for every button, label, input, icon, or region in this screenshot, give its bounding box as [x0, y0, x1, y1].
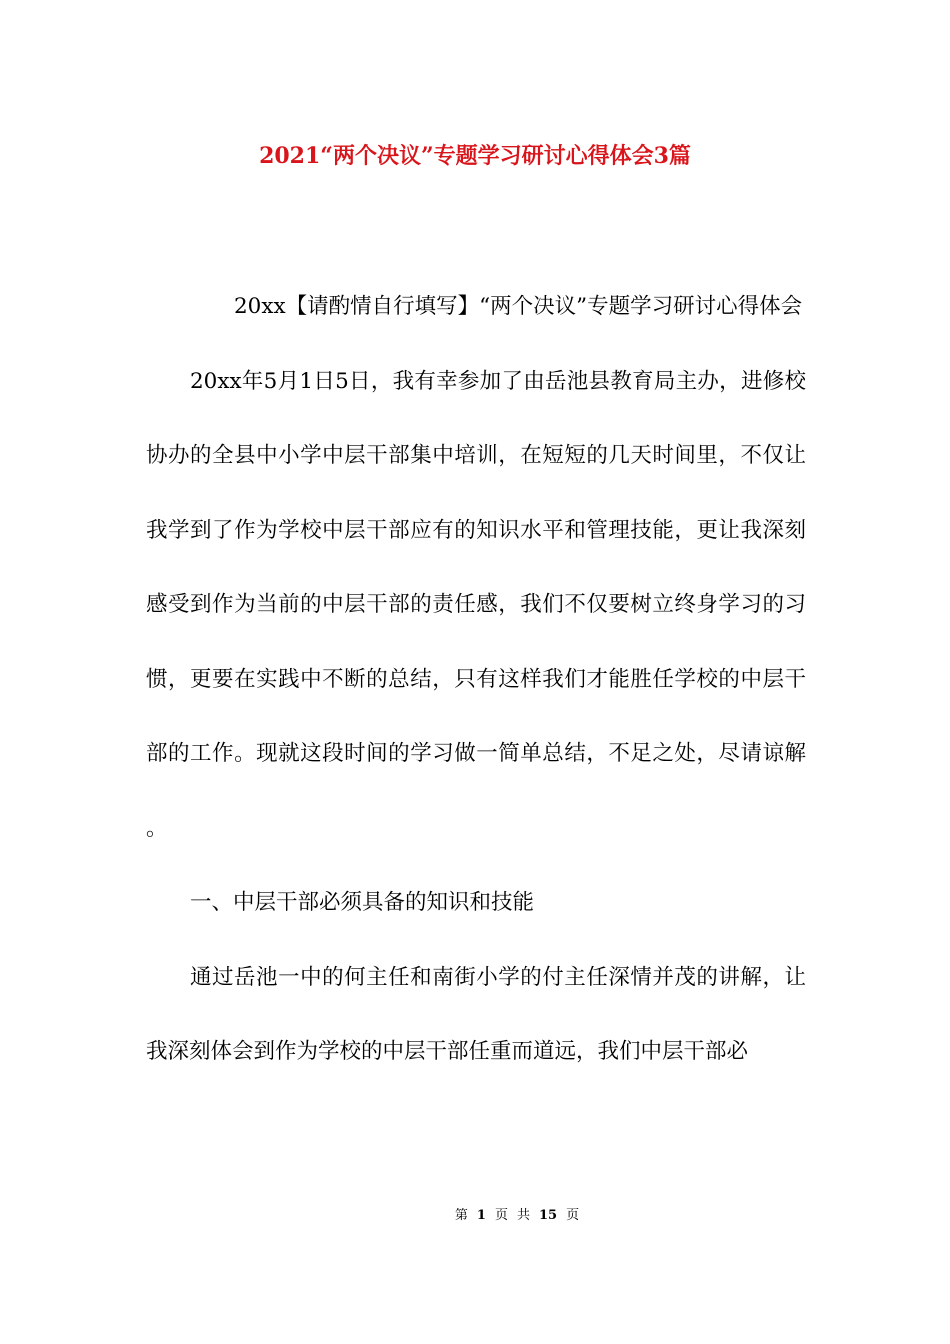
page-footer — [0, 1206, 950, 1226]
footer-page-middle-a: 页 — [494, 1208, 508, 1223]
footer-page-suffix: 页 — [566, 1208, 580, 1223]
footer-page-prefix: 第 — [454, 1208, 468, 1223]
document-title: 2021“两个决议”专题学习研讨心得体会3篇 — [259, 143, 691, 169]
footer-page-middle-b: 共 — [516, 1208, 530, 1223]
paragraph-intro: 20xx年5月1日5日，我有幸参加了由岳池县教育局主办，进修校协办的全县中小学中层干部集中培训，在短短的几天时间里，不仅让我学到了作为学校中层干部应有的知识水平和管理技能，更让我深刻感受到作为当前的中层干部的责任感，我们不仅要树立终身学习的习惯，更要在实践中不断的总结，只有这样我们才能胜任学校的中层干部的工作。现就这段时间的学习做一简单总结，不足之处，尽请谅解。 — [146, 368, 806, 841]
paragraph-section-body: 通过岳池一中的何主任和南街小学的付主任深情并茂的讲解，让我深刻体会到作为学校的中层干部任重而道远，我们中层干部必 — [146, 964, 806, 1064]
footer-total-pages: 15 — [538, 1208, 558, 1223]
paragraph-subtitle: 20xx【请酌情自行填写】“两个决议”专题学习研讨心得体会 — [234, 294, 803, 319]
footer-page-number: 1 — [476, 1208, 486, 1223]
section-heading: 一、中层干部必须具备的知识和技能 — [190, 890, 535, 915]
document-body — [146, 270, 806, 1090]
